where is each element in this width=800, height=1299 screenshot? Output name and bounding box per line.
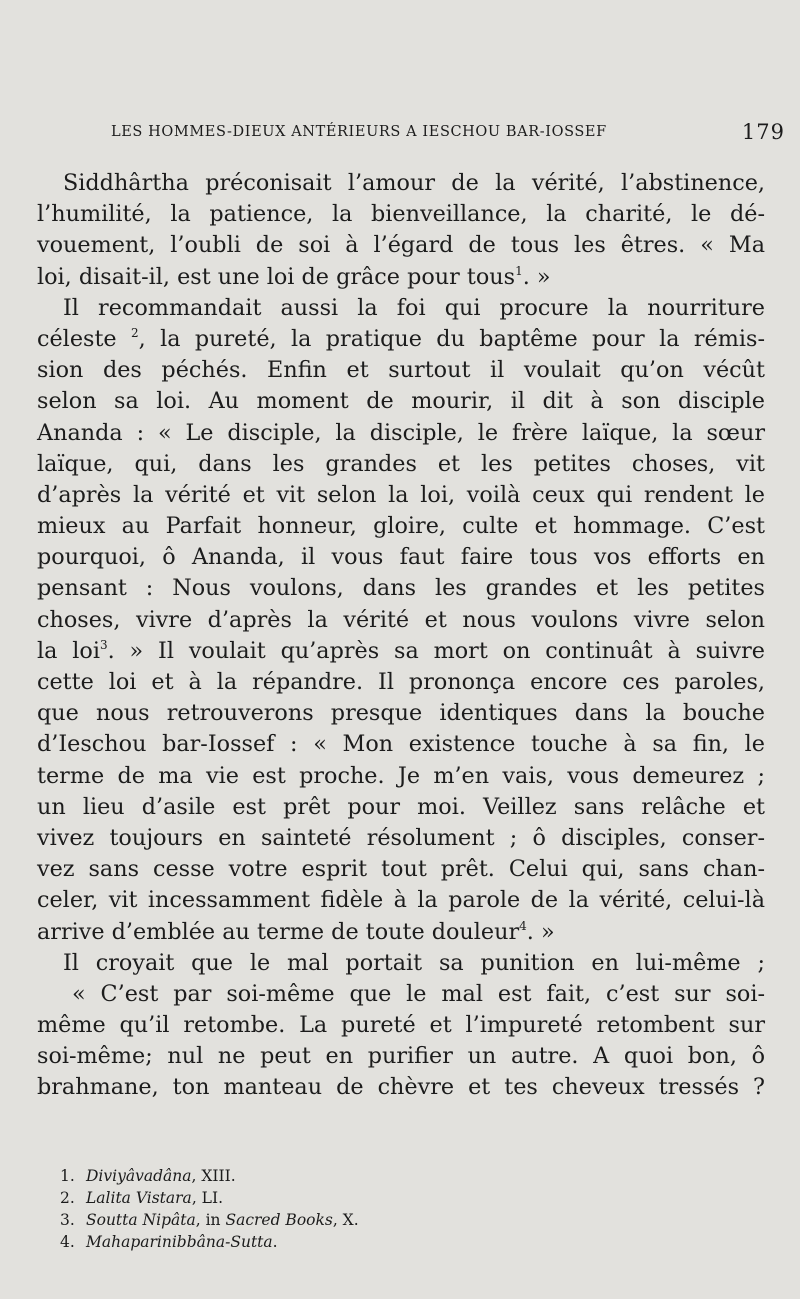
- text-line: laïque, qui, dans les grandes et les petites choses, vit: [37, 450, 765, 477]
- footnote: 1. Diviyâvadâna, XIII.: [60, 1167, 236, 1185]
- text-line: Ananda : « Le disciple, la disciple, le frère laïque, la sœur: [37, 419, 765, 446]
- footnote-number: 4.: [60, 1233, 75, 1251]
- text-line: un lieu d’asile est prêt pour moi. Veillez sans relâche et: [37, 793, 765, 820]
- footnote-number: 1.: [60, 1167, 75, 1185]
- text-line: vez sans cesse votre esprit tout prêt. Celui qui, sans chan-: [37, 856, 765, 883]
- text-line: terme de ma vie est proche. Je m’en vais, vous demeurez ;: [37, 762, 765, 789]
- footnote: 4. Mahaparinibbâna-Sutta.: [60, 1233, 278, 1251]
- text-line: l’humilité, la patience, la bienveillance, la charité, le dé-: [37, 201, 765, 228]
- text-line: cette loi et à la répandre. Il prononça encore ces paroles,: [37, 669, 765, 695]
- footnote-number: 2.: [60, 1189, 75, 1207]
- footnote-title: Sacred Books: [225, 1211, 333, 1229]
- running-title: LES HOMMES-DIEUX ANTÉRIEURS A IESCHOU BAR-IOSSEF: [111, 124, 607, 140]
- text-line: Il croyait que le mal portait sa punition en lui-même ;: [63, 949, 765, 976]
- text-line: que nous retrouverons presque identiques dans la bouche: [37, 700, 765, 727]
- footnote-title: Lalita Vistara: [86, 1189, 192, 1207]
- text-line: céleste $^2$, la pureté, la pratique du baptême pour la rémis-: [37, 325, 765, 352]
- text-line: soi-même; nul ne peut en purifier un autre. A quoi bon, ô: [37, 1043, 765, 1070]
- text-line: Il recommandait aussi la foi qui procure la nourriture: [63, 294, 765, 321]
- text-line: pourquoi, ô Ananda, il vous faut faire tous vos efforts en: [37, 544, 765, 571]
- text-line: « C’est par soi-même que le mal est fait, c’est sur soi-: [72, 980, 765, 1007]
- text-line: la loi$^3$. » Il voulait qu’après sa mort on continuât à suivre: [37, 637, 765, 664]
- footnote-ref: 4: [519, 918, 527, 933]
- text-line: même qu’il retombe. La pureté et l’impureté retombent sur: [37, 1012, 765, 1039]
- footnote-number: 3.: [60, 1211, 75, 1229]
- footnote-title: Soutta Nipâta: [86, 1211, 196, 1229]
- page-number: 179: [741, 120, 785, 144]
- text-line: d’Ieschou bar-Iossef : « Mon existence touche à sa fin, le: [37, 731, 765, 758]
- text-line: sion des péchés. Enfin et surtout il voulait qu’on vécût: [37, 357, 765, 384]
- running-head: [111, 120, 785, 146]
- text-line: pensant : Nous voulons, dans les grandes et les petites: [37, 575, 765, 602]
- text-line: vivez toujours en sainteté résolument ; ô disciples, conser-: [37, 824, 765, 851]
- text-line: vouement, l’oubli de soi à l’égard de tous les êtres. « Ma: [37, 232, 765, 259]
- text-line: d’après la vérité et vit selon la loi, voilà ceux qui rendent le: [37, 481, 765, 508]
- footnotes: [60, 1165, 359, 1253]
- text-line: choses, vivre d’après la vérité et nous voulons vivre selon: [37, 606, 765, 633]
- footnote-ref: 3: [99, 637, 108, 652]
- text-line: celer, vit incessamment fidèle à la parole de la vérité, celui-là: [37, 887, 765, 914]
- text-line: mieux au Parfait honneur, gloire, culte et hommage. C’est: [37, 513, 765, 540]
- footnote-ref: 1: [515, 263, 523, 278]
- body-text: [37, 168, 765, 1104]
- footnote-title: Diviyâvadâna: [86, 1167, 192, 1185]
- text-line: arrive d’emblée au terme de toute douleur$^4$. »: [37, 918, 555, 945]
- footnote: 2. Lalita Vistara, LI.: [60, 1189, 224, 1207]
- footnote-ref: 2: [130, 325, 139, 340]
- footnote: 3. Soutta Nipâta, in Sacred Books, X.: [60, 1211, 359, 1229]
- text-line: selon sa loi. Au moment de mourir, il dit à son disciple: [37, 388, 765, 415]
- footnote-title: Mahaparinibbâna-Sutta: [86, 1233, 273, 1251]
- text-line: brahmane, ton manteau de chèvre et tes cheveux tressés ?: [37, 1074, 765, 1101]
- text-line: Siddhârtha préconisait l’amour de la vérité, l’abstinence,: [63, 170, 765, 196]
- text-line: loi, disait-il, est une loi de grâce pour tous$^1$. »: [37, 263, 551, 290]
